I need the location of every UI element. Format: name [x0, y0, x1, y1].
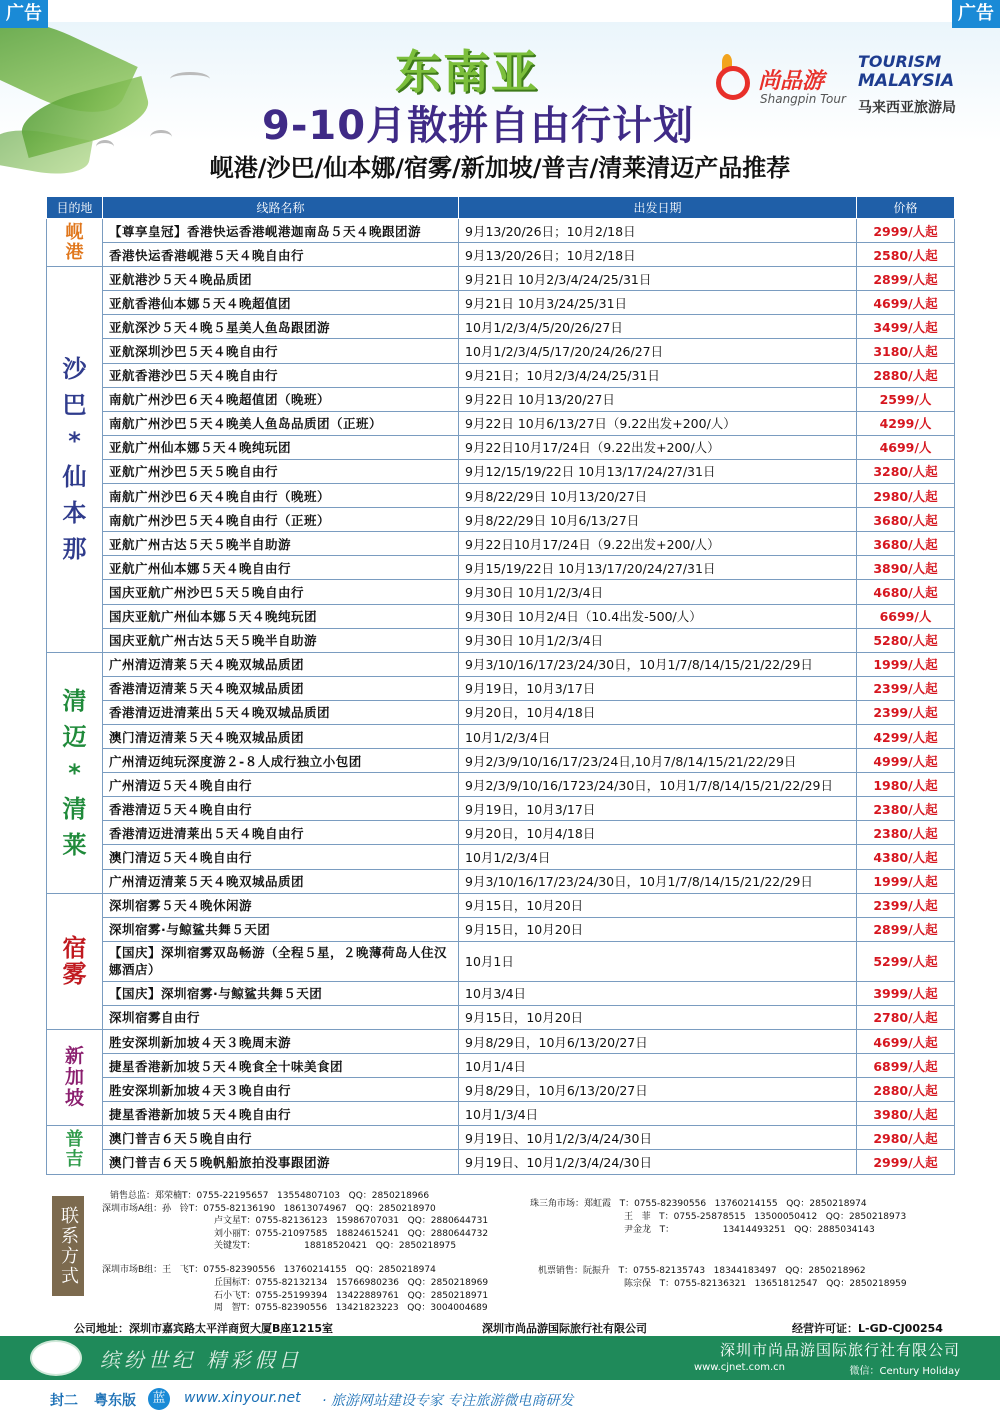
site-slogan: · 旅游网站建设专家 专注旅游微电商研发 [322, 1393, 574, 1409]
table-row [47, 291, 955, 315]
route-name: 香港清迈清莱５天４晚双城品质团 [103, 676, 459, 700]
departure-date: 10月1日 [459, 941, 857, 981]
price: 2999/人起 [857, 1150, 955, 1174]
departure-date: 9月21日 10月3/24/25/31日 [459, 291, 857, 315]
route-name: 广州清迈纯玩深度游２-８人成行独立小包团 [103, 749, 459, 773]
table-row [47, 628, 955, 652]
contact-line: 销售总监：郑荣楠T：0755-22195657 13554807103 QQ：2850218966 [110, 1191, 430, 1201]
departure-date: 9月8/22/29日 10月13/20/27日 [459, 484, 857, 508]
route-name: 香港快运香港岘港５天４晚自由行 [103, 243, 459, 267]
price: 2899/人起 [857, 917, 955, 941]
price: 2380/人起 [857, 821, 955, 845]
table-row [47, 1150, 955, 1174]
price: 6699/人 [857, 604, 955, 628]
departure-date: 10月1/2/3/4/5/17/20/24/26/27日 [459, 339, 857, 363]
table-header-row [47, 197, 955, 219]
footer-weixin: 微信：Century Holiday [849, 1366, 960, 1377]
table-row [47, 243, 955, 267]
table-row [47, 387, 955, 411]
price: 2780/人起 [857, 1005, 955, 1029]
departure-date: 9月19日，10月3/17日 [459, 676, 857, 700]
route-name: 亚航香港沙巴５天４晚自由行 [103, 363, 459, 387]
price: 4299/人起 [857, 724, 955, 748]
table-row [47, 893, 955, 917]
destination-char: 沙 [62, 355, 87, 384]
departure-date: 9月2/3/9/10/16/17/23/24日,10月7/8/14/15/21/22/29日 [459, 749, 857, 773]
table-row [47, 363, 955, 387]
contact-line: 珠三角市场：郑虹霞 T：0755-82390556 13760214155 QQ：2850218974 [530, 1199, 867, 1209]
license-number: 经营许可证：L-GD-CJ00254 [792, 1322, 943, 1335]
contact-line: 尹金龙 T： 13414493251 QQ：2885034143 [624, 1225, 875, 1235]
table-row [47, 797, 955, 821]
destination-char: * [68, 427, 81, 456]
price: 1980/人起 [857, 773, 955, 797]
price: 3680/人起 [857, 508, 955, 532]
departure-date: 9月3/10/16/17/23/24/30日，10月1/7/8/14/15/21/22/29日 [459, 869, 857, 893]
destination-char: 普 [65, 1128, 84, 1150]
price: 2380/人起 [857, 797, 955, 821]
route-name: 南航广州沙巴５天４晚美人鱼岛品质团（正班） [103, 411, 459, 435]
header-route: 线路名称 [103, 197, 459, 219]
route-name: 澳门普吉６天５晚自由行 [103, 1126, 459, 1150]
table-row [47, 435, 955, 459]
departure-date: 10月3/4日 [459, 981, 857, 1005]
route-name: 亚航港沙５天４晚品质团 [103, 267, 459, 291]
table-row [47, 981, 955, 1005]
destination-char: 仙 [62, 463, 87, 492]
table-row [47, 652, 955, 676]
departure-date: 9月13/20/26日；10月2/18日 [459, 219, 857, 243]
table-row [47, 411, 955, 435]
destination-char: 坡 [64, 1087, 84, 1110]
page-marker: 封二 [50, 1393, 78, 1409]
table-row [47, 917, 955, 941]
table-row [47, 508, 955, 532]
table-row [47, 580, 955, 604]
table-row [47, 267, 955, 291]
price: 2580/人起 [857, 243, 955, 267]
price: 4380/人起 [857, 845, 955, 869]
header-date: 出发日期 [459, 197, 857, 219]
price: 2999/人起 [857, 219, 955, 243]
route-name: 亚航深圳沙巴５天４晚自由行 [103, 339, 459, 363]
logo-ring-icon [716, 66, 750, 100]
tour-plan-table [46, 196, 955, 1175]
route-name: 香港清迈５天４晚自由行 [103, 797, 459, 821]
departure-date: 9月22日 10月6/13/27日（9.22出发+200/人） [459, 411, 857, 435]
route-name: 澳门清迈５天４晚自由行 [103, 845, 459, 869]
route-name: 香港清迈进清莱出５天４晚自由行 [103, 821, 459, 845]
destination-char: 加 [64, 1066, 84, 1089]
destination-char: 清 [62, 794, 87, 823]
departure-date: 10月1/4日 [459, 1054, 857, 1078]
table-row [47, 941, 955, 981]
table-row [47, 219, 955, 243]
ad-label-left: 广告 [0, 0, 48, 28]
route-name: 香港清迈进清莱出５天４晚双城品质团 [103, 700, 459, 724]
route-name: 广州清迈５天４晚自由行 [103, 773, 459, 797]
table-row [47, 869, 955, 893]
destination-cell [47, 1126, 103, 1174]
route-name: 亚航广州古达５天５晚半自助游 [103, 532, 459, 556]
contact-panel [46, 1188, 954, 1318]
price: 3280/人起 [857, 459, 955, 483]
contact-line: 周 智T：0755-82390556 13421823223 QQ：3004004689 [214, 1303, 488, 1313]
header-banner [0, 22, 1000, 192]
route-name: 澳门普吉６天５晚帆船旅拍没事跟团游 [103, 1150, 459, 1174]
table-row [47, 749, 955, 773]
route-name: 南航广州沙巴６天４晚自由行（晚班） [103, 484, 459, 508]
departure-date: 9月12/15/19/22日 10月13/17/24/27/31日 [459, 459, 857, 483]
tourism-logo-line1: TOURISM [858, 52, 942, 71]
site-link[interactable]: www.xinyour.net [184, 1390, 301, 1406]
price: 3980/人起 [857, 1102, 955, 1126]
price: 2399/人起 [857, 676, 955, 700]
table-row [47, 676, 955, 700]
departure-date: 9月22日 10月13/20/27日 [459, 387, 857, 411]
departure-date: 9月22日10月17/24日（9.22出发+200/人） [459, 435, 857, 459]
contact-line: 关键发T： 18818520421 QQ：2850218975 [214, 1241, 457, 1251]
destination-char: 莱 [62, 830, 87, 859]
route-name: 亚航广州仙本娜５天４晚自由行 [103, 556, 459, 580]
price: 3890/人起 [857, 556, 955, 580]
departure-date: 10月1/2/3/4日 [459, 845, 857, 869]
table-row [47, 724, 955, 748]
table-row [47, 459, 955, 483]
departure-date: 9月8/22/29日 10月6/13/27日 [459, 508, 857, 532]
table-row [47, 604, 955, 628]
route-name: 胜安深圳新加坡４天３晚自由行 [103, 1078, 459, 1102]
route-name: 南航广州沙巴６天４晚超值团（晚班） [103, 387, 459, 411]
price: 2899/人起 [857, 267, 955, 291]
price: 2399/人起 [857, 893, 955, 917]
contact-line: 王 菲 T：0755-25878515 13500050412 QQ：2850218973 [624, 1212, 907, 1222]
departure-date: 9月15日，10月20日 [459, 893, 857, 917]
departure-date: 9月21日；10月2/3/4/24/25/31日 [459, 363, 857, 387]
ad-label-right: 广告 [952, 0, 1000, 28]
edition-label: 粤东版 [94, 1393, 136, 1409]
destination-cell [47, 219, 103, 267]
departure-date: 9月21日 10月2/3/4/24/25/31日 [459, 267, 857, 291]
price: 3499/人起 [857, 315, 955, 339]
table-row [47, 315, 955, 339]
departure-date: 10月1/2/3/4/5/20/26/27日 [459, 315, 857, 339]
table-row [47, 1078, 955, 1102]
route-name: 深圳宿雾自由行 [103, 1005, 459, 1029]
footer-band [0, 1336, 1000, 1380]
price: 4999/人起 [857, 749, 955, 773]
price: 5280/人起 [857, 628, 955, 652]
price: 1999/人起 [857, 652, 955, 676]
footer-url: www.cjnet.com.cn [693, 1362, 785, 1373]
table-row [47, 845, 955, 869]
departure-date: 9月22日10月17/24日（9.22出发+200/人） [459, 532, 857, 556]
price: 6899/人起 [857, 1054, 955, 1078]
footer-slogan: 缤纷世纪 精彩假日 [100, 1348, 303, 1372]
price: 2880/人起 [857, 363, 955, 387]
route-name: 亚航香港仙本娜５天４晚超值团 [103, 291, 459, 315]
route-name: 南航广州沙巴５天４晚自由行（正班） [103, 508, 459, 532]
page-title: 9-10月散拼自由行计划 [262, 103, 695, 149]
price: 4299/人 [857, 411, 955, 435]
shangpin-logo-cn: 尚品游 [758, 69, 825, 94]
route-name: 【尊享皇冠】香港快运香港岘港迦南岛５天４晚跟团游 [103, 219, 459, 243]
table-row [47, 556, 955, 580]
departure-date: 9月13/20/26日；10月2/18日 [459, 243, 857, 267]
route-name: 广州清迈清莱５天４晚双城品质团 [103, 652, 459, 676]
departure-date: 9月19日、10月1/2/3/4/24/30日 [459, 1150, 857, 1174]
departure-date: 10月1/2/3/4日 [459, 724, 857, 748]
contact-line: 陈宗保 T：0755-82136321 13651812547 QQ：2850218959 [624, 1279, 907, 1289]
destination-char: 雾 [62, 960, 87, 989]
destination-char: * [68, 758, 81, 787]
departure-date: 9月20日，10月4/18日 [459, 821, 857, 845]
departure-date: 9月19日，10月3/17日 [459, 797, 857, 821]
price: 2980/人起 [857, 484, 955, 508]
destination-char: 宿 [62, 934, 87, 963]
bottom-bar [0, 1386, 1000, 1414]
route-name: 亚航广州仙本娜５天４晚纯玩团 [103, 435, 459, 459]
price: 2880/人起 [857, 1078, 955, 1102]
contact-tag: 联系方式 [52, 1196, 84, 1296]
departure-date: 9月30日 10月2/4日（10.4出发-500/人） [459, 604, 857, 628]
departure-date: 9月30日 10月1/2/3/4日 [459, 580, 857, 604]
price: 4699/人 [857, 435, 955, 459]
route-name: 捷星香港新加坡５天４晚自由行 [103, 1102, 459, 1126]
destination-char: 迈 [62, 722, 87, 751]
price: 1999/人起 [857, 869, 955, 893]
route-name: 国庆亚航广州沙巴５天５晚自由行 [103, 580, 459, 604]
price: 3680/人起 [857, 532, 955, 556]
tourism-malaysia-logo [858, 52, 998, 132]
route-name: 亚航广州沙巴５天５晚自由行 [103, 459, 459, 483]
destination-cell [47, 652, 103, 893]
table-row [47, 1054, 955, 1078]
route-name: 胜安深圳新加坡４天３晚周末游 [103, 1030, 459, 1054]
route-name: 捷星香港新加坡５天４晚食全十味美食团 [103, 1054, 459, 1078]
contact-line: 丘国标T：0755-82132134 15766980236 QQ：2850218969 [214, 1278, 489, 1288]
route-name: 国庆亚航广州仙本娜５天４晚纯玩团 [103, 604, 459, 628]
destination-cell [47, 267, 103, 653]
price: 2980/人起 [857, 1126, 955, 1150]
departure-date: 9月15/19/22日 10月13/17/20/24/27/31日 [459, 556, 857, 580]
route-name: 亚航深沙５天４晚５星美人鱼岛跟团游 [103, 315, 459, 339]
route-name: 【国庆】深圳宿雾双岛畅游（全程５星，２晚薄荷岛人住汉娜酒店） [103, 941, 459, 981]
table-row [47, 1005, 955, 1029]
contact-line: 刘小丽T：0755-21097585 18824615241 QQ：2880644732 [214, 1229, 489, 1239]
shangpin-logo-en: Shangpin Tour [760, 92, 846, 106]
price: 4699/人起 [857, 291, 955, 315]
price: 5299/人起 [857, 941, 955, 981]
tourism-logo-cn: 马来西亚旅游局 [858, 100, 956, 116]
price: 4699/人起 [857, 1030, 955, 1054]
departure-date: 9月3/10/16/17/23/24/30日，10月1/7/8/14/15/21/22/29日 [459, 652, 857, 676]
departure-date: 9月30日 10月1/2/3/4日 [459, 628, 857, 652]
destination-char: 巴 [62, 391, 87, 420]
edition-badge: 蓝 [148, 1388, 170, 1410]
departure-date: 9月8/29日，10月6/13/20/27日 [459, 1030, 857, 1054]
table-row [47, 532, 955, 556]
agency-name: 深圳市尚品游国际旅行社有限公司 [482, 1322, 647, 1335]
destination-char: 本 [62, 499, 87, 528]
table-row [47, 1030, 955, 1054]
page-subtitle: 岘港/沙巴/仙本娜/宿雾/新加坡/普吉/清莱清迈产品推荐 [209, 154, 791, 182]
table-row [47, 700, 955, 724]
title-region: 东南亚 [395, 45, 539, 99]
route-name: 深圳宿雾·与鲸鲨共舞５天团 [103, 917, 459, 941]
departure-date: 9月15日，10月20日 [459, 1005, 857, 1029]
departure-date: 9月20日，10月4/18日 [459, 700, 857, 724]
price: 2599/人 [857, 387, 955, 411]
route-name: 广州清迈清莱５天４晚双城品质团 [103, 869, 459, 893]
footer-company: 深圳市尚品游国际旅行社有限公司 [719, 1341, 960, 1359]
route-name: 深圳宿雾５天４晚休闲游 [103, 893, 459, 917]
footer-logo-icon [30, 1340, 82, 1376]
header-price: 价格 [857, 197, 955, 219]
shangpin-logo [716, 54, 856, 114]
price: 3999/人起 [857, 981, 955, 1005]
company-address: 公司地址：深圳市嘉宾路太平洋商贸大厦B座1215室 [74, 1322, 333, 1335]
departure-date: 9月19日、10月1/2/3/4/24/30日 [459, 1126, 857, 1150]
price: 4680/人起 [857, 580, 955, 604]
route-name: 国庆亚航广州古达５天５晚半自助游 [103, 628, 459, 652]
destination-char: 那 [62, 535, 87, 564]
destination-char: 清 [62, 686, 87, 715]
route-name: 澳门清迈清莱５天４晚双城品质团 [103, 724, 459, 748]
table-row [47, 484, 955, 508]
departure-date: 9月2/3/9/10/16/1723/24/30日，10月1/7/8/14/15/21/22/29日 [459, 773, 857, 797]
price: 2399/人起 [857, 700, 955, 724]
destination-char: 岘 [65, 221, 84, 243]
contact-line: 深圳市场A组：孙 铃T：0755-82136190 18613074967 QQ：2850218970 [102, 1204, 436, 1214]
departure-date: 9月15日，10月20日 [459, 917, 857, 941]
destination-char: 新 [64, 1045, 84, 1068]
destination-char: 吉 [65, 1148, 84, 1170]
route-name: 【国庆】深圳宿雾·与鲸鲨共舞５天团 [103, 981, 459, 1005]
destination-cell [47, 893, 103, 1029]
departure-date: 10月1/3/4日 [459, 1102, 857, 1126]
table-row [47, 339, 955, 363]
table-row [47, 773, 955, 797]
table-row [47, 821, 955, 845]
destination-cell [47, 1030, 103, 1126]
contact-line: 卢文星T：0755-82136123 15986707031 QQ：2880644731 [214, 1216, 489, 1226]
contact-line: 石小飞T：0755-25199394 13422889761 QQ：2850218971 [214, 1291, 489, 1301]
tourism-logo-line2: MALAYSIA [858, 71, 955, 91]
departure-date: 9月8/29日，10月6/13/20/27日 [459, 1078, 857, 1102]
contact-line: 深圳市场B组：王 飞T：0755-82390556 13760214155 QQ：2850218974 [102, 1265, 436, 1275]
contact-line: 机票销售：阮振升 T：0755-82135743 18344183497 QQ：2850218962 [538, 1266, 866, 1276]
price: 3180/人起 [857, 339, 955, 363]
destination-char: 港 [65, 241, 84, 263]
table-row [47, 1102, 955, 1126]
header-dest: 目的地 [47, 197, 103, 219]
table-row [47, 1126, 955, 1150]
